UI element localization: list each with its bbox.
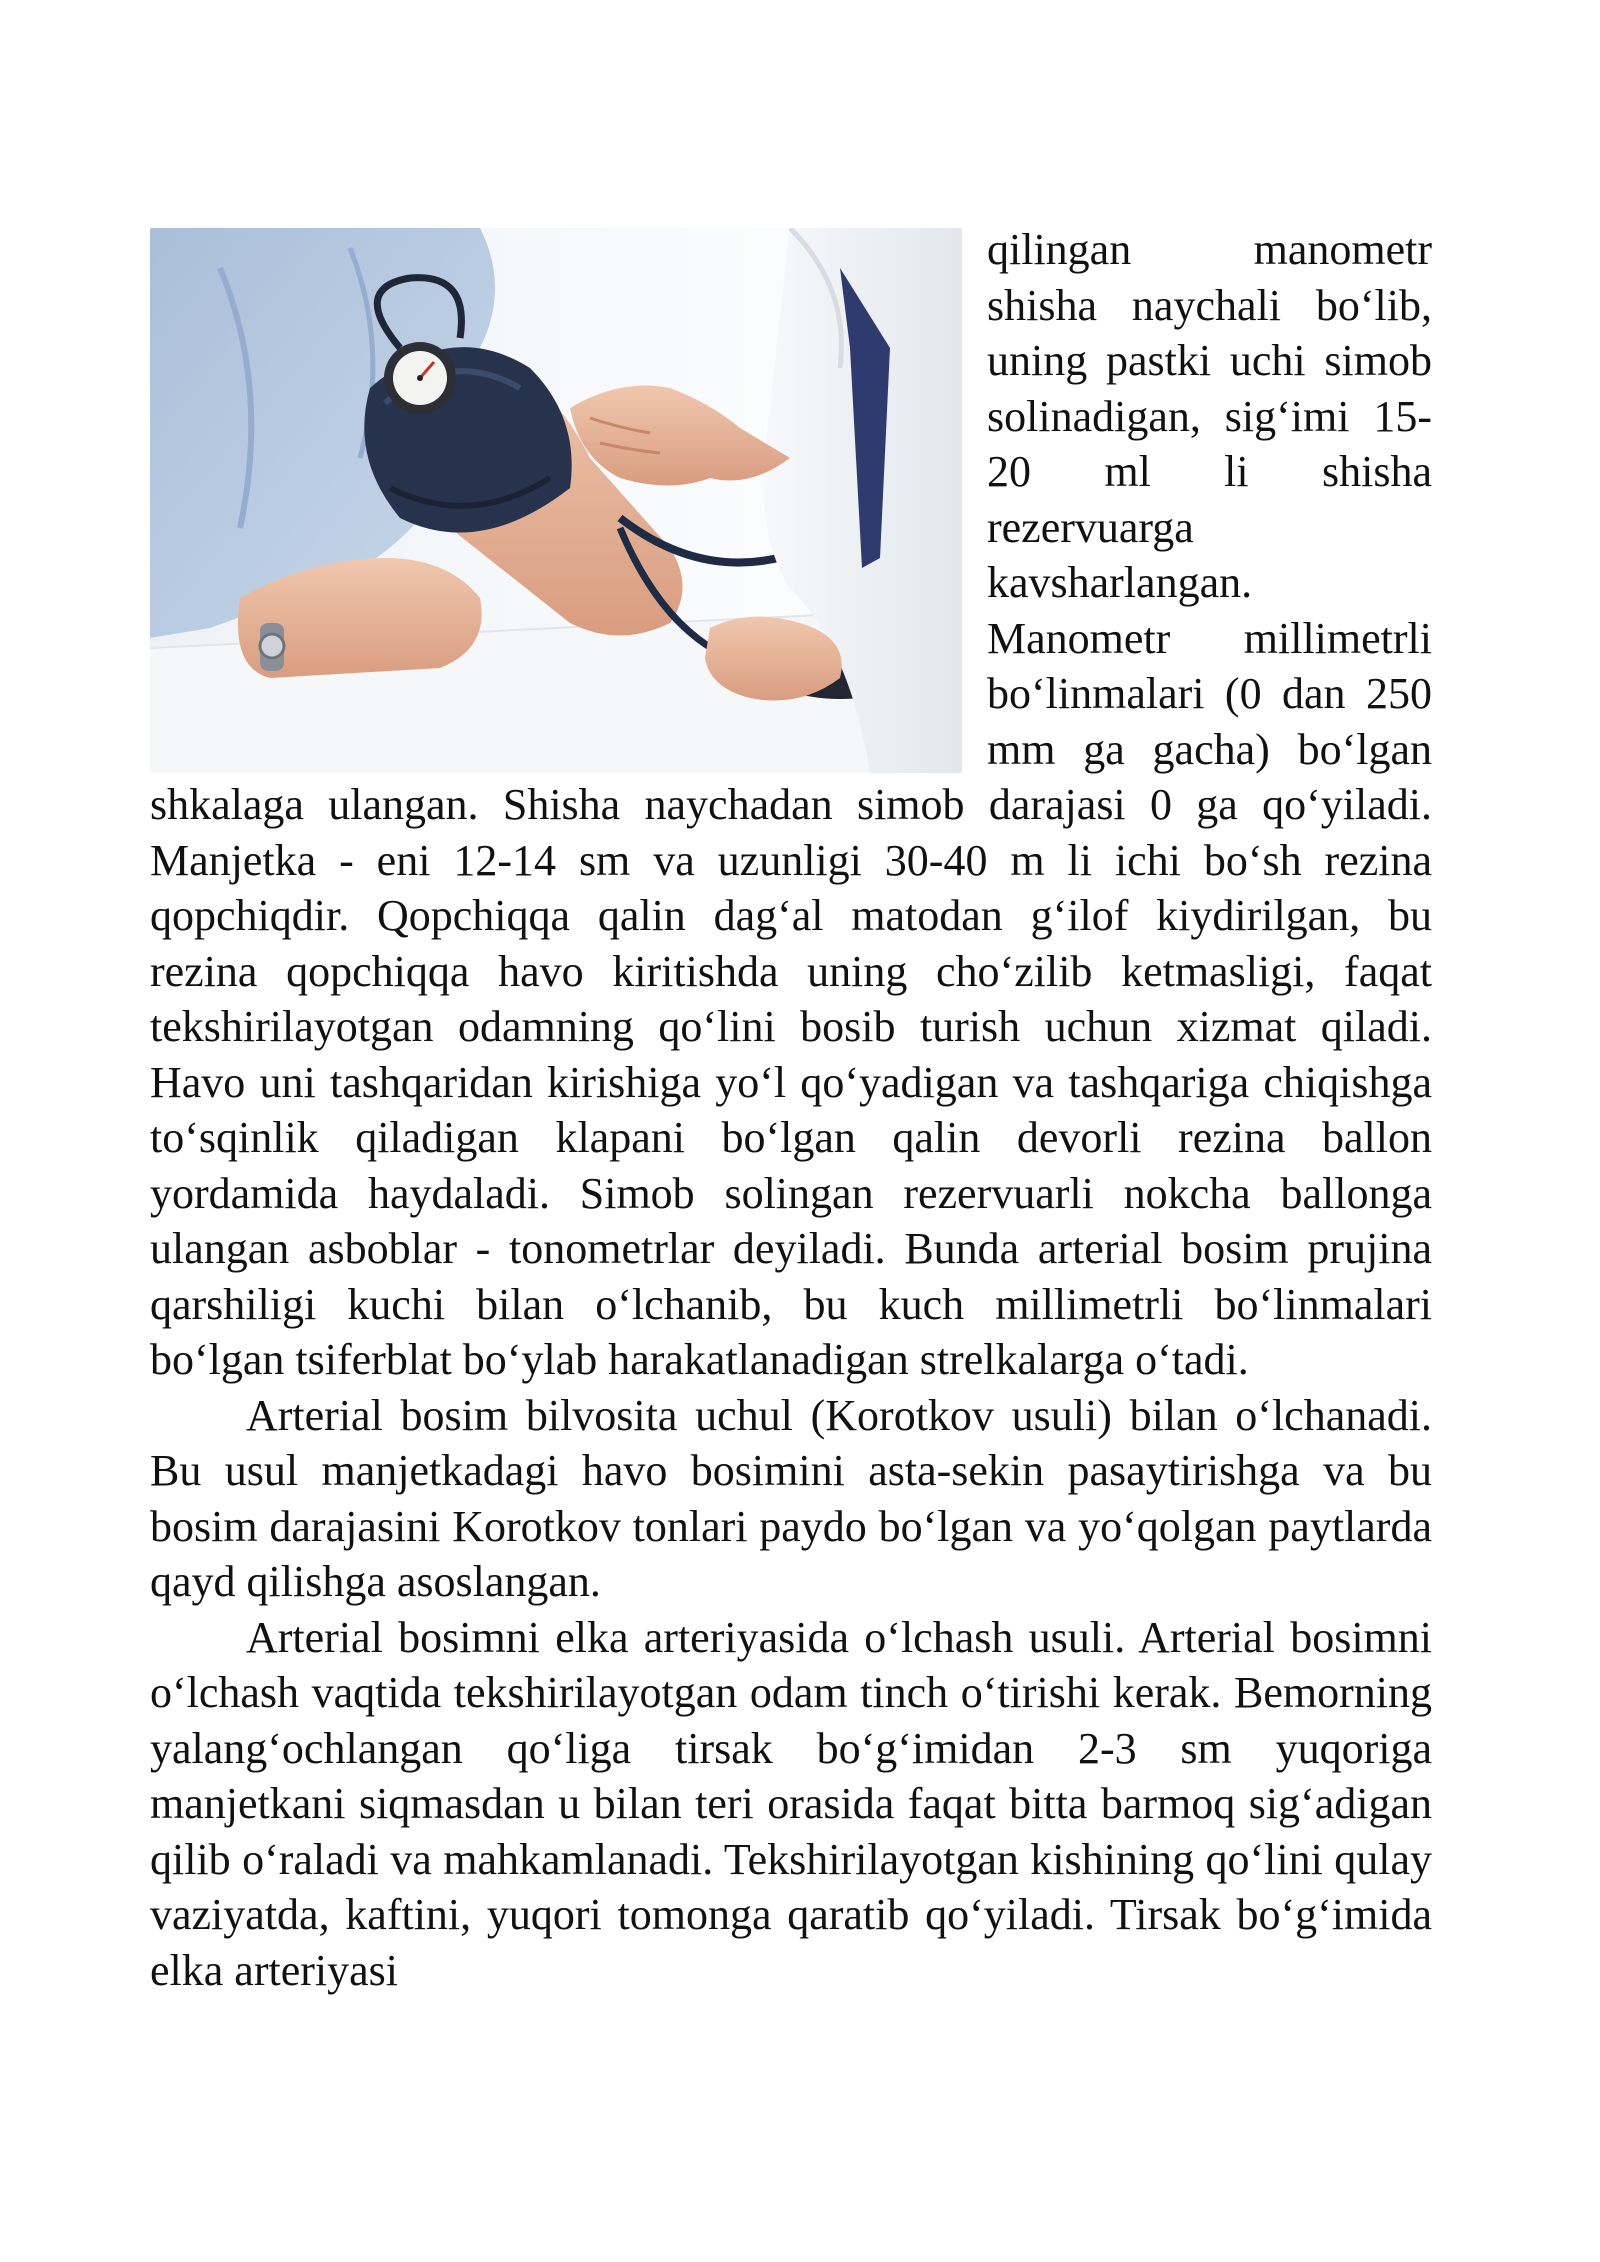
document-page [150,222,1432,1998]
paragraph-2: Arterial bosim bilvosita uchul (Korotkov usuli) bilan o‘lchanadi. Bu usul manjetkadagi havo bosimini asta-sekin pasaytirishga va bu bosim darajasini Korotkov tonlari paydo bo‘lgan va yo‘qolgan paytlarda qayd qilishga asoslangan. [150,1390,1432,1606]
blood-pressure-photo [150,228,962,773]
paragraph-3: Arterial bosimni elka arteriyasida o‘lchash usuli. Arterial bosimni o‘lchash vaqtida tekshirilayotgan odam tinch o‘tirishi kerak. Bemorning yalang‘ochlangan qo‘liga tirsak bo‘g‘imidan 2-3 sm yuqoriga manjetkani siqmasdan u bilan teri orasida faqat bitta barmoq sig‘adigan qilib o‘raladi va mahkamlanadi. Tekshirilayotgan kishining qo‘lini qulay vaziyatda, kaftini, yuqori tomonga qaratib qo‘yiladi. Tirsak bo‘g‘imida elka arteriyasi [150,1612,1432,1995]
blood-pressure-illustration [150,228,962,773]
paragraph-1: qilingan manometr shisha naychali bo‘lib, uning pastki uchi simob solinadigan, sig‘imi 15-20 ml li shisha rezervuarga kavsharlangan. Manometr millimetrli bo‘linmalari (0 dan 250 mm ga gacha) bo‘lgan shkalaga ulangan. Shisha naychadan simob darajasi 0 ga qo‘yiladi. Manjetka - eni 12-14 sm va uzunligi 30-40 m li ichi bo‘sh rezina qopchiqdir. Qopchiqqa qalin dag‘al matodan g‘ilof kiydirilgan, bu rezina qopchiqqa havo kiritishda uning cho‘zilib ketmasligi, faqat tekshirilayotgan odamning qo‘lini bosib turish uchun xizmat qiladi. Havo uni tashqaridan kirishiga yo‘l qo‘yadigan va tashqariga chiqishga to‘sqinlik qiladigan klapani bo‘lgan qalin devorli rezina ballon yordamida haydaladi. Simob solingan rezervuarli nokcha ballonga ulangan asboblar - tonometrlar deyiladi. Bunda arterial bosim prujina qarshiligi kuchi bilan o‘lchanib, bu kuch millimetrli bo‘linmalari bo‘lgan tsiferblat bo‘ylab harakatlanadigan strelkalarga o‘tadi. [150,225,1432,1384]
